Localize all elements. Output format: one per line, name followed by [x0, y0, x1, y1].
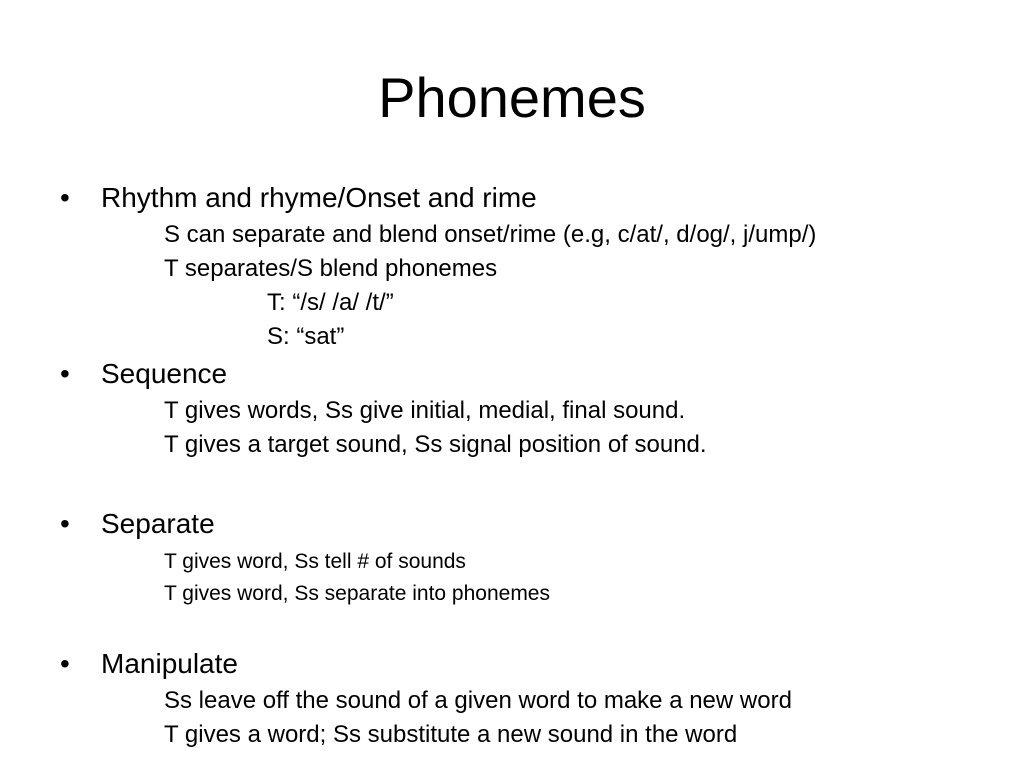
- section-line: T gives a target sound, Ss signal position of sound.: [164, 431, 707, 458]
- bullet-icon: •: [60, 508, 70, 539]
- section-heading-manipulate: Manipulate: [101, 648, 238, 679]
- section-line: T gives word, Ss tell # of sounds: [164, 550, 466, 573]
- section-heading-separate: Separate: [101, 508, 215, 539]
- bullet-icon: •: [60, 358, 70, 389]
- section-line: Ss leave off the sound of a given word to make a new word: [164, 687, 792, 714]
- section-heading-sequence: Sequence: [101, 358, 228, 389]
- section-subline: T: “/s/ /a/ /t/”: [267, 289, 394, 316]
- section-line: T gives word, Ss separate into phonemes: [164, 582, 550, 605]
- section-line: T gives words, Ss give initial, medial, final sound.: [164, 397, 686, 424]
- section-line: T separates/S blend phonemes: [164, 255, 498, 282]
- section-line: T gives a word; Ss substitute a new sound in the word: [164, 721, 738, 748]
- section-heading-rhythm: Rhythm and rhyme/Onset and rime: [101, 182, 537, 213]
- bullet-icon: •: [60, 648, 70, 679]
- bullet-icon: •: [60, 182, 70, 213]
- section-line: S can separate and blend onset/rime (e.g, c/at/, d/og/, j/ump/): [164, 221, 817, 248]
- section-subline: S: “sat”: [267, 323, 345, 350]
- slide-title: Phonemes: [378, 66, 646, 129]
